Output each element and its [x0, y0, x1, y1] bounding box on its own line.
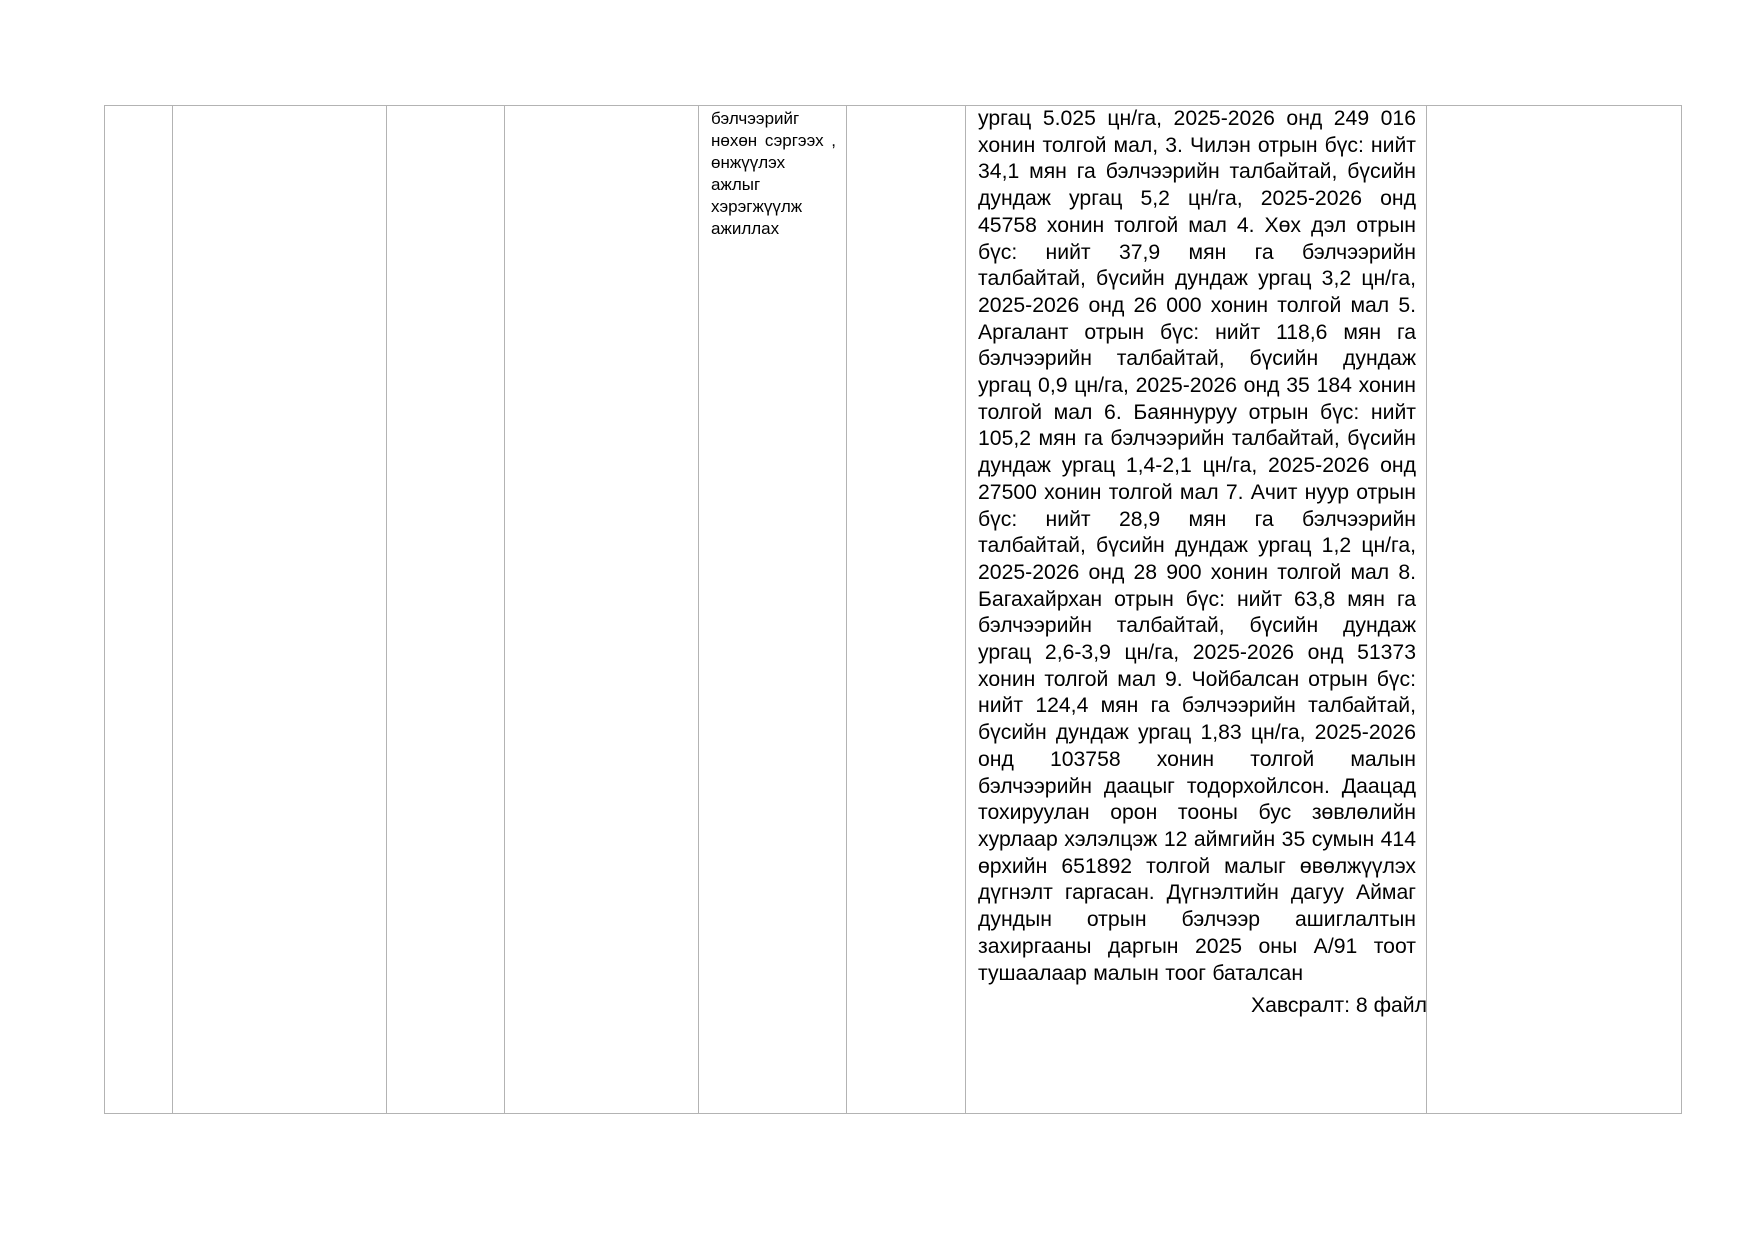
report-table — [104, 105, 1682, 1114]
cell-goal — [173, 106, 387, 1114]
table-row — [105, 106, 1682, 1114]
cell-objective — [505, 106, 699, 1114]
cell-task — [699, 106, 847, 1114]
cell-assessment — [1427, 106, 1682, 1114]
cell-deadline — [847, 106, 966, 1114]
cell-indicator — [387, 106, 505, 1114]
cell-report — [966, 106, 1427, 1114]
attachment-link[interactable]: Хавсралт: 8 файл — [1250, 994, 1427, 1018]
report-text: ургац 5.025 цн/га, 2025-2026 онд 249 016 хонин толгой мал, 3. Чилэн отрын бүс: нийт 34,1 мян га бэлчээрийн талбайтай, бүсийн дундаж ургац 5,2 цн/га, 2025-2026 онд 45758 хонин толгой мал 4. Хөх дэл отрын бүс: нийт 37,9 мян га бэлчээрийн талбайтай, бүсийн дундаж ургац 3,2 цн/га, 2025-2026 онд 26 000 хонин толгой мал 5. Аргалант отрын бүс: нийт 118,6 мян га бэлчээрийн талбайтай, бүсийн дундаж ургац 0,9 цн/га, 2025-2026 онд 35 184 хонин толгой мал 6. Баяннуруу отрын бүс: нийт 105,2 мян га бэлчээрийн талбайтай, бүсийн дундаж ургац 1,4-2,1 цн/га, 2025-2026 онд 27500 хонин толгой мал 7. Ачит нуур отрын бүс: нийт 28,9 мян га бэлчээрийн талбайтай, бүсийн дундаж ургац 1,2 цн/га, 2025-2026 онд 28 900 хонин толгой мал 8. Багахайрхан отрын бүс: нийт 63,8 мян га бэлчээрийн талбайтай, бүсийн дундаж ургац 2,6-3,9 цн/га, 2025-2026 онд 51373 хонин толгой мал 9. Чойбалсан отрын бүс: нийт 124,4 мян га бэлчээрийн талбайтай, бүсийн дундаж ургац 1,83 цн/га, 2025-2026 онд 103758 хонин толгой малын бэлчээрийн даацыг тодорхойлсон. Даацад тохируулан орон тооны бус зөвлөлийн хурлаар хэлэлцэж 12 аймгийн 35 сумын 414 өрхийн 651892 толгой малыг өвөлжүүлэх дүгнэлт гаргасан. Дүгнэлтийн дагуу Аймаг дундын отрын бэлчээр ашиглалтын захиргааны даргын 2025 оны А/91 тоот тушаалаар малын тоог баталсан — [978, 107, 1416, 985]
task-text: бэлчээрийг нөхөн сэргээх , өнжүүлэх ажлыг хэрэгжүүлж ажиллах — [711, 109, 836, 238]
cell-number — [105, 106, 173, 1114]
